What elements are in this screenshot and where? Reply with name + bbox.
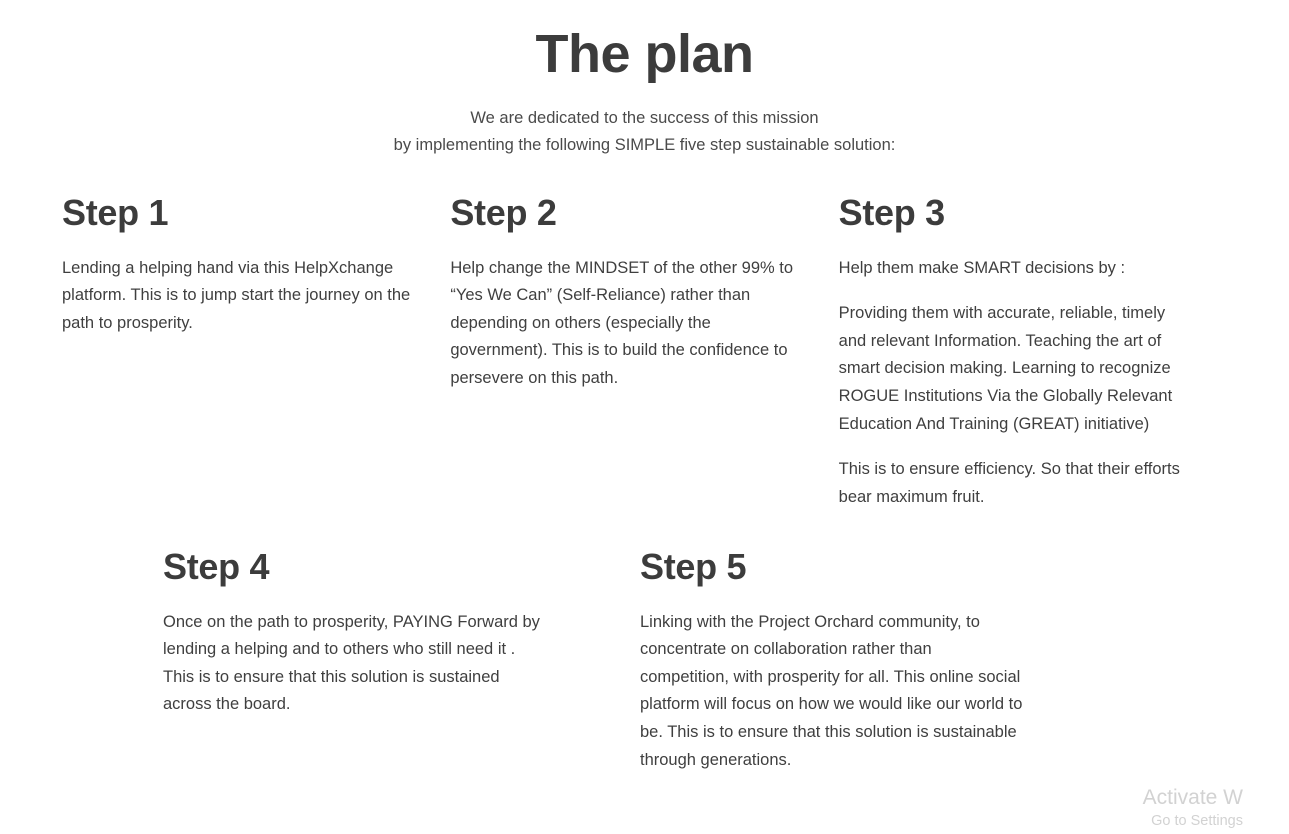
steps-row-top bbox=[0, 193, 1289, 529]
step-5-paragraph-1: Linking with the Project Orchard community, to concentrate on collaboration rather than competition, with prosperity for all. This online social platform will focus on how we would like our world to be. This is to ensure that this solution is sustainable through generations. bbox=[640, 612, 1023, 769]
step-2-paragraph-1: Help change the MINDSET of the other 99% to “Yes We Can” (Self-Reliance) rather than depending on others (especially the government). This is to build the confidence to persevere on this path. bbox=[450, 258, 794, 388]
step-5-heading: Step 5 bbox=[640, 546, 747, 588]
step-1-paragraph-1: Lending a helping hand via this HelpXchange platform. This is to jump start the journey on the path to prosperity. bbox=[62, 258, 411, 332]
step-4-heading: Step 4 bbox=[163, 546, 270, 588]
page-title: The plan bbox=[535, 24, 754, 84]
step-3-heading: Step 3 bbox=[838, 192, 945, 234]
step-3-paragraph-2: Providing them with accurate, reliable, timely and relevant Information. Teaching the art of smart decision making. Learning to recognize ROGUE Institutions Via the Globally Relevant Education And Training (GREAT) initiative) bbox=[838, 304, 1173, 433]
step-3-paragraph-3: This is to ensure efficiency. So that their efforts bear maximum fruit. bbox=[838, 460, 1180, 506]
step-block-4 bbox=[163, 547, 583, 792]
step-block-1 bbox=[62, 193, 450, 529]
step-block-5 bbox=[583, 547, 1063, 792]
watermark-subtitle: Go to Settings bbox=[1151, 813, 1243, 830]
step-3-paragraph-1: Help them make SMART decisions by : bbox=[838, 258, 1126, 277]
step-1-heading: Step 1 bbox=[62, 192, 169, 234]
step-block-3 bbox=[839, 193, 1227, 529]
page-subtitle bbox=[0, 105, 1289, 159]
steps-row-bottom bbox=[0, 547, 1289, 792]
watermark-title: Activate W bbox=[1142, 786, 1243, 810]
step-block-2 bbox=[450, 193, 838, 529]
step-2-heading: Step 2 bbox=[450, 192, 557, 234]
step-4-paragraph-1: Once on the path to prosperity, PAYING Forward by lending a helping and to others who still need it . This is to ensure that this solution is sustained across the board. bbox=[163, 612, 540, 714]
subtitle-line-1: We are dedicated to the success of this mission bbox=[470, 108, 819, 127]
subtitle-line-2: by implementing the following SIMPLE five step sustainable solution: bbox=[393, 136, 896, 155]
